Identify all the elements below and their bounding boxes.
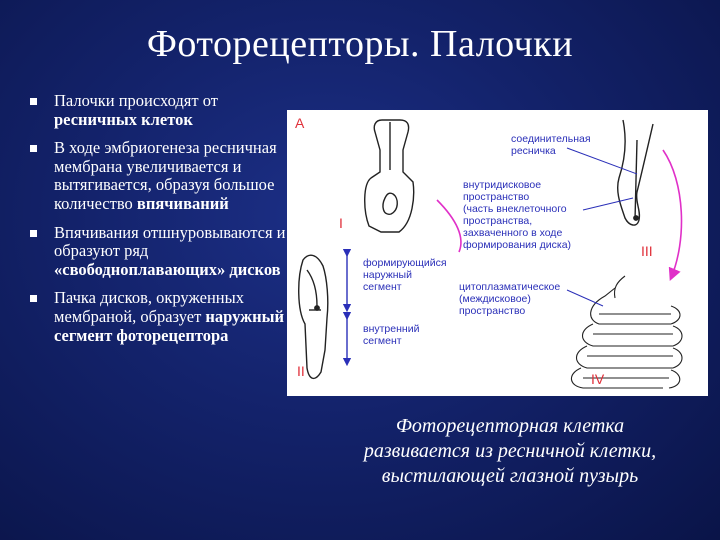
slide-title: Фоторецепторы. Палочки [146,23,574,65]
stage-label-3: III [641,243,653,259]
bullet-bold-text: ресничных клеток [54,109,193,129]
caption-line: развивается из ресничной клетки, [363,440,657,462]
rod-development-diagram [287,110,708,396]
bullet-bold-text: впячиваний [136,193,229,213]
connecting-cilium-label-2: ресничка [511,145,556,157]
caption-line: выстилающей глазной пузырь [381,465,639,487]
bullet-item [30,139,300,213]
inner-segment-label-1: внутренний [363,323,420,335]
connecting-cilium-label-1: соединительная [511,133,591,145]
panel-label-a: А [295,115,305,131]
stage-label-1: I [339,215,343,231]
stage-2-cell [299,255,328,378]
square-bullet-icon [30,230,37,237]
intradisc-space-label-2: пространство [463,191,530,203]
bullet-text: Палочки происходят от [54,91,218,110]
square-bullet-icon [30,295,37,302]
bullet-bold-text: наружный сегмент фоторецептора [54,306,285,345]
outer-segment-label-3: сегмент [363,281,402,293]
bullet-item [30,92,300,129]
leader-lines [567,148,637,306]
figure-caption [310,414,710,489]
inner-segment-label-2: сегмент [363,335,402,347]
intradisc-space-label-3: (часть внеклеточного [463,203,567,215]
outer-segment-label-1: формирующийся [363,257,447,269]
stage-label-4: IV [591,371,605,387]
bullet-text: Пачка дисков, окруженных мембраной, образует [54,288,244,326]
cytoplasmic-space-label-1: цитоплазматическое [459,281,561,293]
bullet-text: Впячивания отшнуровываются и образуют ряд [54,222,286,261]
bullet-bold-text: «свободноплавающих» дисков [54,259,281,279]
caption-line: Фоторецепторная клетка [395,415,625,437]
intradisc-space-label-6: формирования диска) [463,239,572,251]
square-bullet-icon [30,145,37,152]
square-bullet-icon [30,98,37,105]
bullet-item [30,289,300,345]
diagram-svg [287,110,708,396]
intradisc-space-label-1: внутридисковое [463,179,542,191]
stage-4-cell [571,276,682,388]
stage-1-cell [365,120,414,232]
bullet-list [30,92,300,355]
intradisc-space-label-5: захваченного в ходе [463,227,563,239]
stage-label-2: II [297,363,305,379]
outer-segment-label-2: наружный [363,269,412,281]
cytoplasmic-space-label-3: пространство [459,305,526,317]
bullet-text: В ходе эмбриогенеза ресничная мембрана увеличивается и вытягивается, образуя большое количество [54,138,277,213]
stage-3-cell [618,120,653,225]
bullet-item [30,224,300,280]
cytoplasmic-space-label-2: (междисковое) [459,293,531,305]
intradisc-space-label-4: пространства, [463,215,533,227]
